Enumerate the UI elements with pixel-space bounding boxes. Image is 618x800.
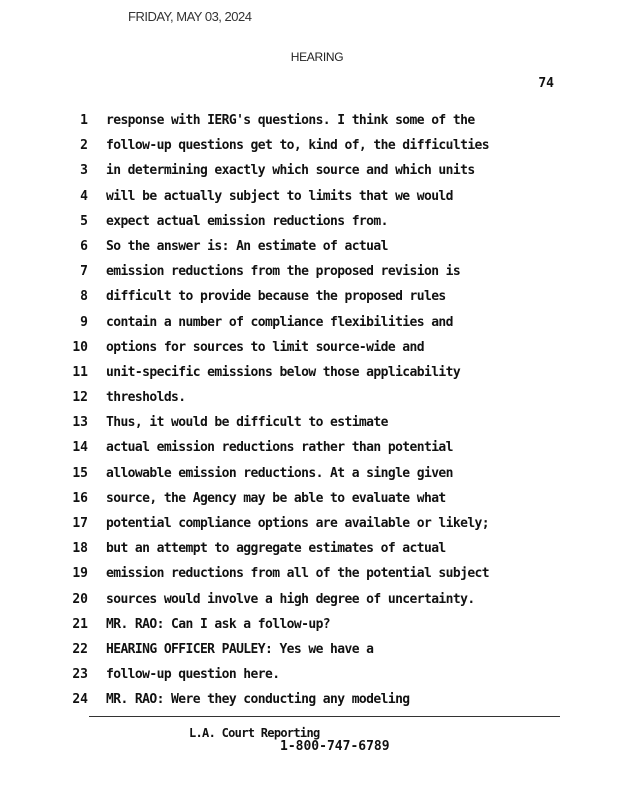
line-number: 23	[72, 667, 88, 683]
line-text: So the answer is: An estimate of actual	[106, 238, 388, 254]
transcript-line	[0, 288, 618, 313]
line-number: 22	[72, 641, 88, 657]
line-number: 6	[80, 238, 88, 254]
transcript-lines	[0, 112, 618, 717]
line-number: 2	[80, 138, 88, 154]
line-text: allowable emission reductions. At a single given	[106, 465, 453, 481]
footer-phone: 1-800-747-6789	[280, 739, 390, 754]
transcript-line	[0, 515, 618, 540]
line-text: follow-up question here.	[106, 667, 280, 683]
transcript-line	[0, 565, 618, 590]
line-text: difficult to provide because the proposed rules	[106, 289, 446, 305]
line-number: 11	[72, 364, 88, 380]
line-text: MR. RAO: Can I ask a follow-up?	[106, 616, 331, 632]
line-text: sources would involve a high degree of uncertainty.	[106, 591, 475, 607]
line-number: 3	[80, 163, 88, 179]
transcript-line	[0, 414, 618, 439]
header-date: FRIDAY, MAY 03, 2024	[128, 9, 252, 24]
transcript-line	[0, 691, 618, 716]
line-number: 18	[72, 541, 88, 557]
line-number: 10	[72, 339, 88, 355]
transcript-line	[0, 213, 618, 238]
line-number: 19	[72, 566, 88, 582]
transcript-line	[0, 263, 618, 288]
transcript-line	[0, 314, 618, 339]
transcript-line	[0, 389, 618, 414]
transcript-line	[0, 591, 618, 616]
transcript-line	[0, 490, 618, 515]
line-text: actual emission reductions rather than potential	[106, 440, 453, 456]
line-number: 7	[80, 264, 88, 280]
line-text: source, the Agency may be able to evaluate what	[106, 490, 446, 506]
line-text: will be actually subject to limits that we would	[106, 188, 453, 204]
line-text: emission reductions from all of the potential subject	[106, 566, 490, 582]
line-number: 8	[80, 289, 88, 305]
transcript-line	[0, 188, 618, 213]
transcript-line	[0, 112, 618, 137]
line-number: 5	[80, 213, 88, 229]
line-number: 1	[80, 113, 88, 128]
transcript-line	[0, 439, 618, 464]
page-number: 74	[538, 76, 554, 91]
line-number: 13	[72, 415, 88, 431]
line-text: emission reductions from the proposed revision is	[106, 264, 461, 280]
transcript-line	[0, 465, 618, 490]
hearing-title: HEARING	[290, 50, 344, 64]
line-text: options for sources to limit source-wide and	[106, 339, 424, 355]
line-text: response with IERG's questions. I think some of the	[106, 113, 475, 128]
line-number: 14	[72, 440, 88, 456]
line-text: HEARING OFFICER PAULEY: Yes we have a	[106, 641, 374, 657]
line-text: unit-specific emissions below those applicability	[106, 364, 461, 380]
transcript-line	[0, 540, 618, 565]
line-text: MR. RAO: Were they conducting any modeling	[106, 692, 410, 708]
line-text: contain a number of compliance flexibilities and	[106, 314, 453, 330]
transcript-line	[0, 238, 618, 263]
footer-company: L.A. Court Reporting	[189, 726, 320, 740]
transcript-line	[0, 364, 618, 389]
line-number: 4	[80, 188, 88, 204]
transcript-line	[0, 666, 618, 691]
transcript-line	[0, 162, 618, 187]
line-text: potential compliance options are available or likely;	[106, 516, 490, 531]
line-number: 21	[72, 616, 88, 632]
line-number: 16	[72, 490, 88, 506]
line-number: 9	[80, 314, 88, 330]
line-number: 15	[72, 465, 88, 481]
line-number: 20	[72, 591, 88, 607]
line-text: but an attempt to aggregate estimates of actual	[106, 541, 446, 557]
transcript-line	[0, 616, 618, 641]
line-text: follow-up questions get to, kind of, the difficulties	[106, 138, 490, 154]
line-number: 17	[72, 516, 88, 531]
line-text: Thus, it would be difficult to estimate	[106, 415, 388, 431]
transcript-line	[0, 339, 618, 364]
footer-divider	[89, 716, 560, 717]
line-number: 24	[72, 692, 88, 708]
transcript-line	[0, 137, 618, 162]
transcript-line	[0, 641, 618, 666]
line-text: expect actual emission reductions from.	[106, 213, 388, 229]
line-text: thresholds.	[106, 390, 186, 406]
line-text: in determining exactly which source and which units	[106, 163, 475, 179]
line-number: 12	[72, 390, 88, 406]
